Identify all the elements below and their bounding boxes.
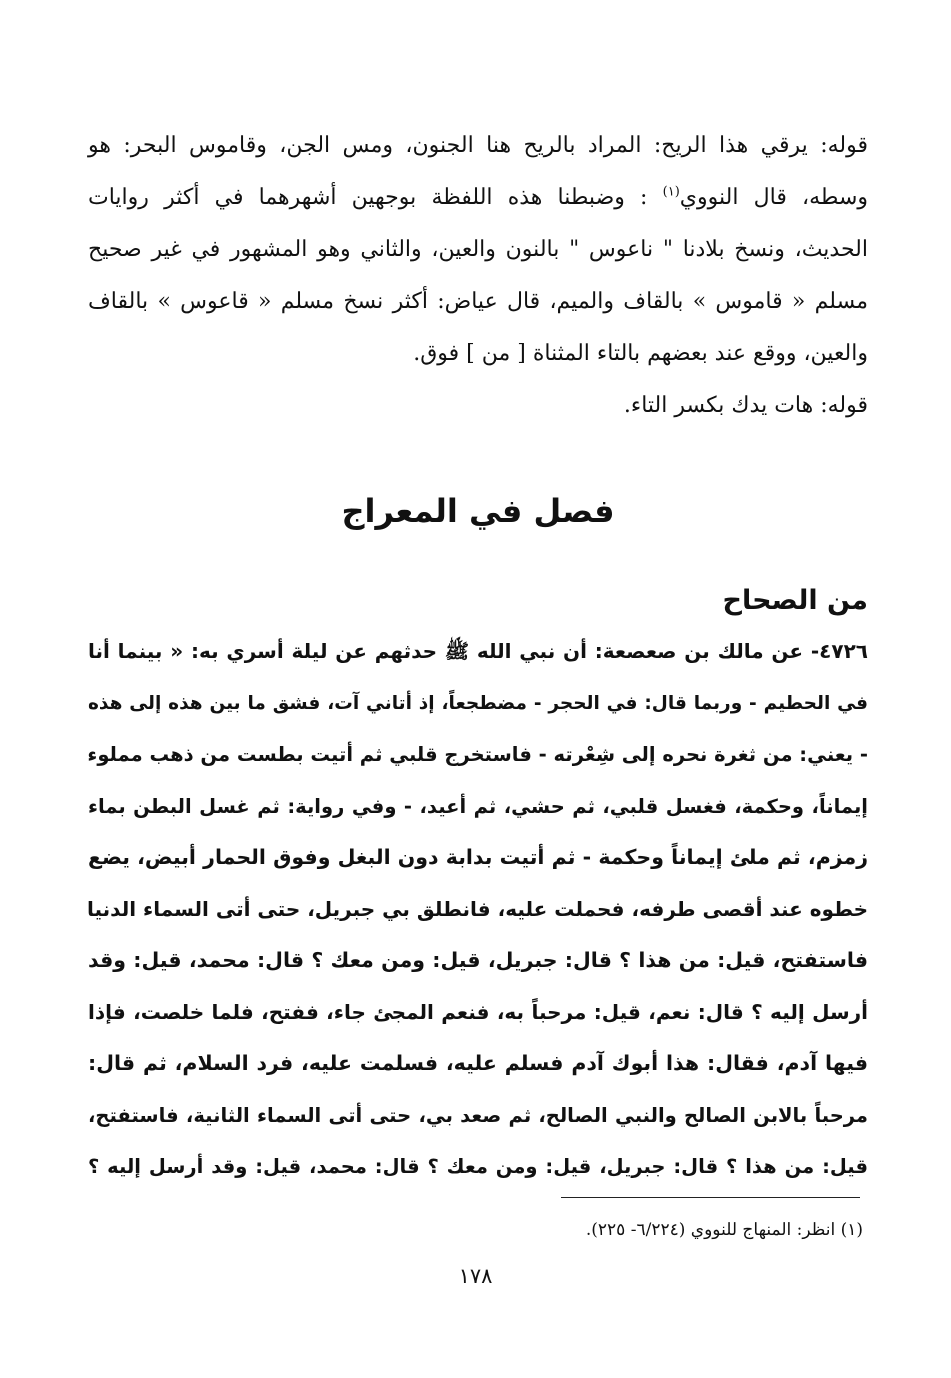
hadith-line: فاستفتح، قيل: من هذا ؟ قال: جبريل، قيل: ومن معك ؟ قال: محمد، قيل: وقد xyxy=(88,948,868,972)
commentary-line: قوله: يرقي هذا الريح: المراد بالريح هنا الجنون، ومس الجن، وقاموس البحر: هو xyxy=(88,133,868,158)
hadith-line: - يعني: من ثغرة نحره إلى شِعْرته - فاستخرج قلبي ثم أتيت بطست من ذهب مملوء xyxy=(87,743,868,766)
hadith-line: إيماناً، وحكمة، فغسل قلبي، ثم حشي، ثم أعيد، - وفي رواية: ثم غسل البطن بماء xyxy=(88,794,868,818)
footnote-divider xyxy=(561,1197,860,1198)
commentary-block xyxy=(88,120,868,432)
commentary-line-part: وسطه، قال النووي xyxy=(679,185,869,210)
hadith-line: أرسل إليه ؟ قال: نعم، قيل: مرحباً به، فنعم المجئ جاء، ففتح، فلما خلصت، فإذا xyxy=(88,999,868,1024)
hadith-block xyxy=(88,626,868,1193)
commentary-line: والعين، ووقع عند بعضهم بالتاء المثناة [ من ] فوق. xyxy=(413,341,868,366)
commentary-line: قوله: هات يدك بكسر التاء. xyxy=(623,393,868,418)
hadith-line: في الحطيم - وربما قال: في الحجر - مضطجعاً، إذ أتاني آت، فشق ما بين هذه إلى هذه xyxy=(88,692,868,714)
commentary-line-part: : وضبطنا هذه اللفظة بوجهين أشهرهما في أكثر روايات xyxy=(88,185,648,210)
hadith-line: زمزم، ثم ملئ إيماناً وحكمة - ثم أتيت بدابة دون البغل وفوق الحمار أبيض، يضع xyxy=(88,845,868,869)
commentary-line-with-footnote xyxy=(88,172,868,224)
footnote-marker: (١) xyxy=(662,184,680,200)
section-heading: من الصحاح xyxy=(722,585,868,616)
page-body xyxy=(88,120,868,1193)
commentary-line: مسلم « قاموس » بالقاف والميم، قال عياض: أكثر نسخ مسلم « قاعوس » بالقاف xyxy=(88,289,868,314)
hadith-line: ٤٧٢٦- عن مالك بن صعصعة: أن نبي الله ﷺ حدثهم عن ليلة أسري به: « بينما أنا xyxy=(88,639,868,663)
chapter-title: فصل في المعراج xyxy=(341,492,615,530)
commentary-line: الحديث، ونسخ بلادنا " ناعوس " بالنون والعين، والثاني وهو المشهور في غير صحيح xyxy=(88,237,868,262)
footnote: (١) انظر: المنهاج للنووي (٦/٢٢٤- ٢٢٥). xyxy=(585,1220,863,1240)
hadith-line: خطوه عند أقصى طرفه، فحملت عليه، فانطلق بي جبريل، حتى أتى السماء الدنيا xyxy=(86,896,868,921)
page-number: ١٧٨ xyxy=(458,1264,493,1288)
hadith-line: قيل: من هذا ؟ قال: جبريل، قيل: ومن معك ؟ قال: محمد، قيل: وقد أرسل إليه ؟ xyxy=(88,1155,868,1178)
hadith-line: مرحباً بالابن الصالح والنبي الصالح، ثم صعد بي، حتى أتى السماء الثانية، فاستفتح، xyxy=(88,1103,868,1127)
hadith-line: فيها آدم، فقال: هذا أبوك آدم فسلم عليه، فسلمت عليه، فرد السلام، ثم قال: xyxy=(88,1051,868,1075)
